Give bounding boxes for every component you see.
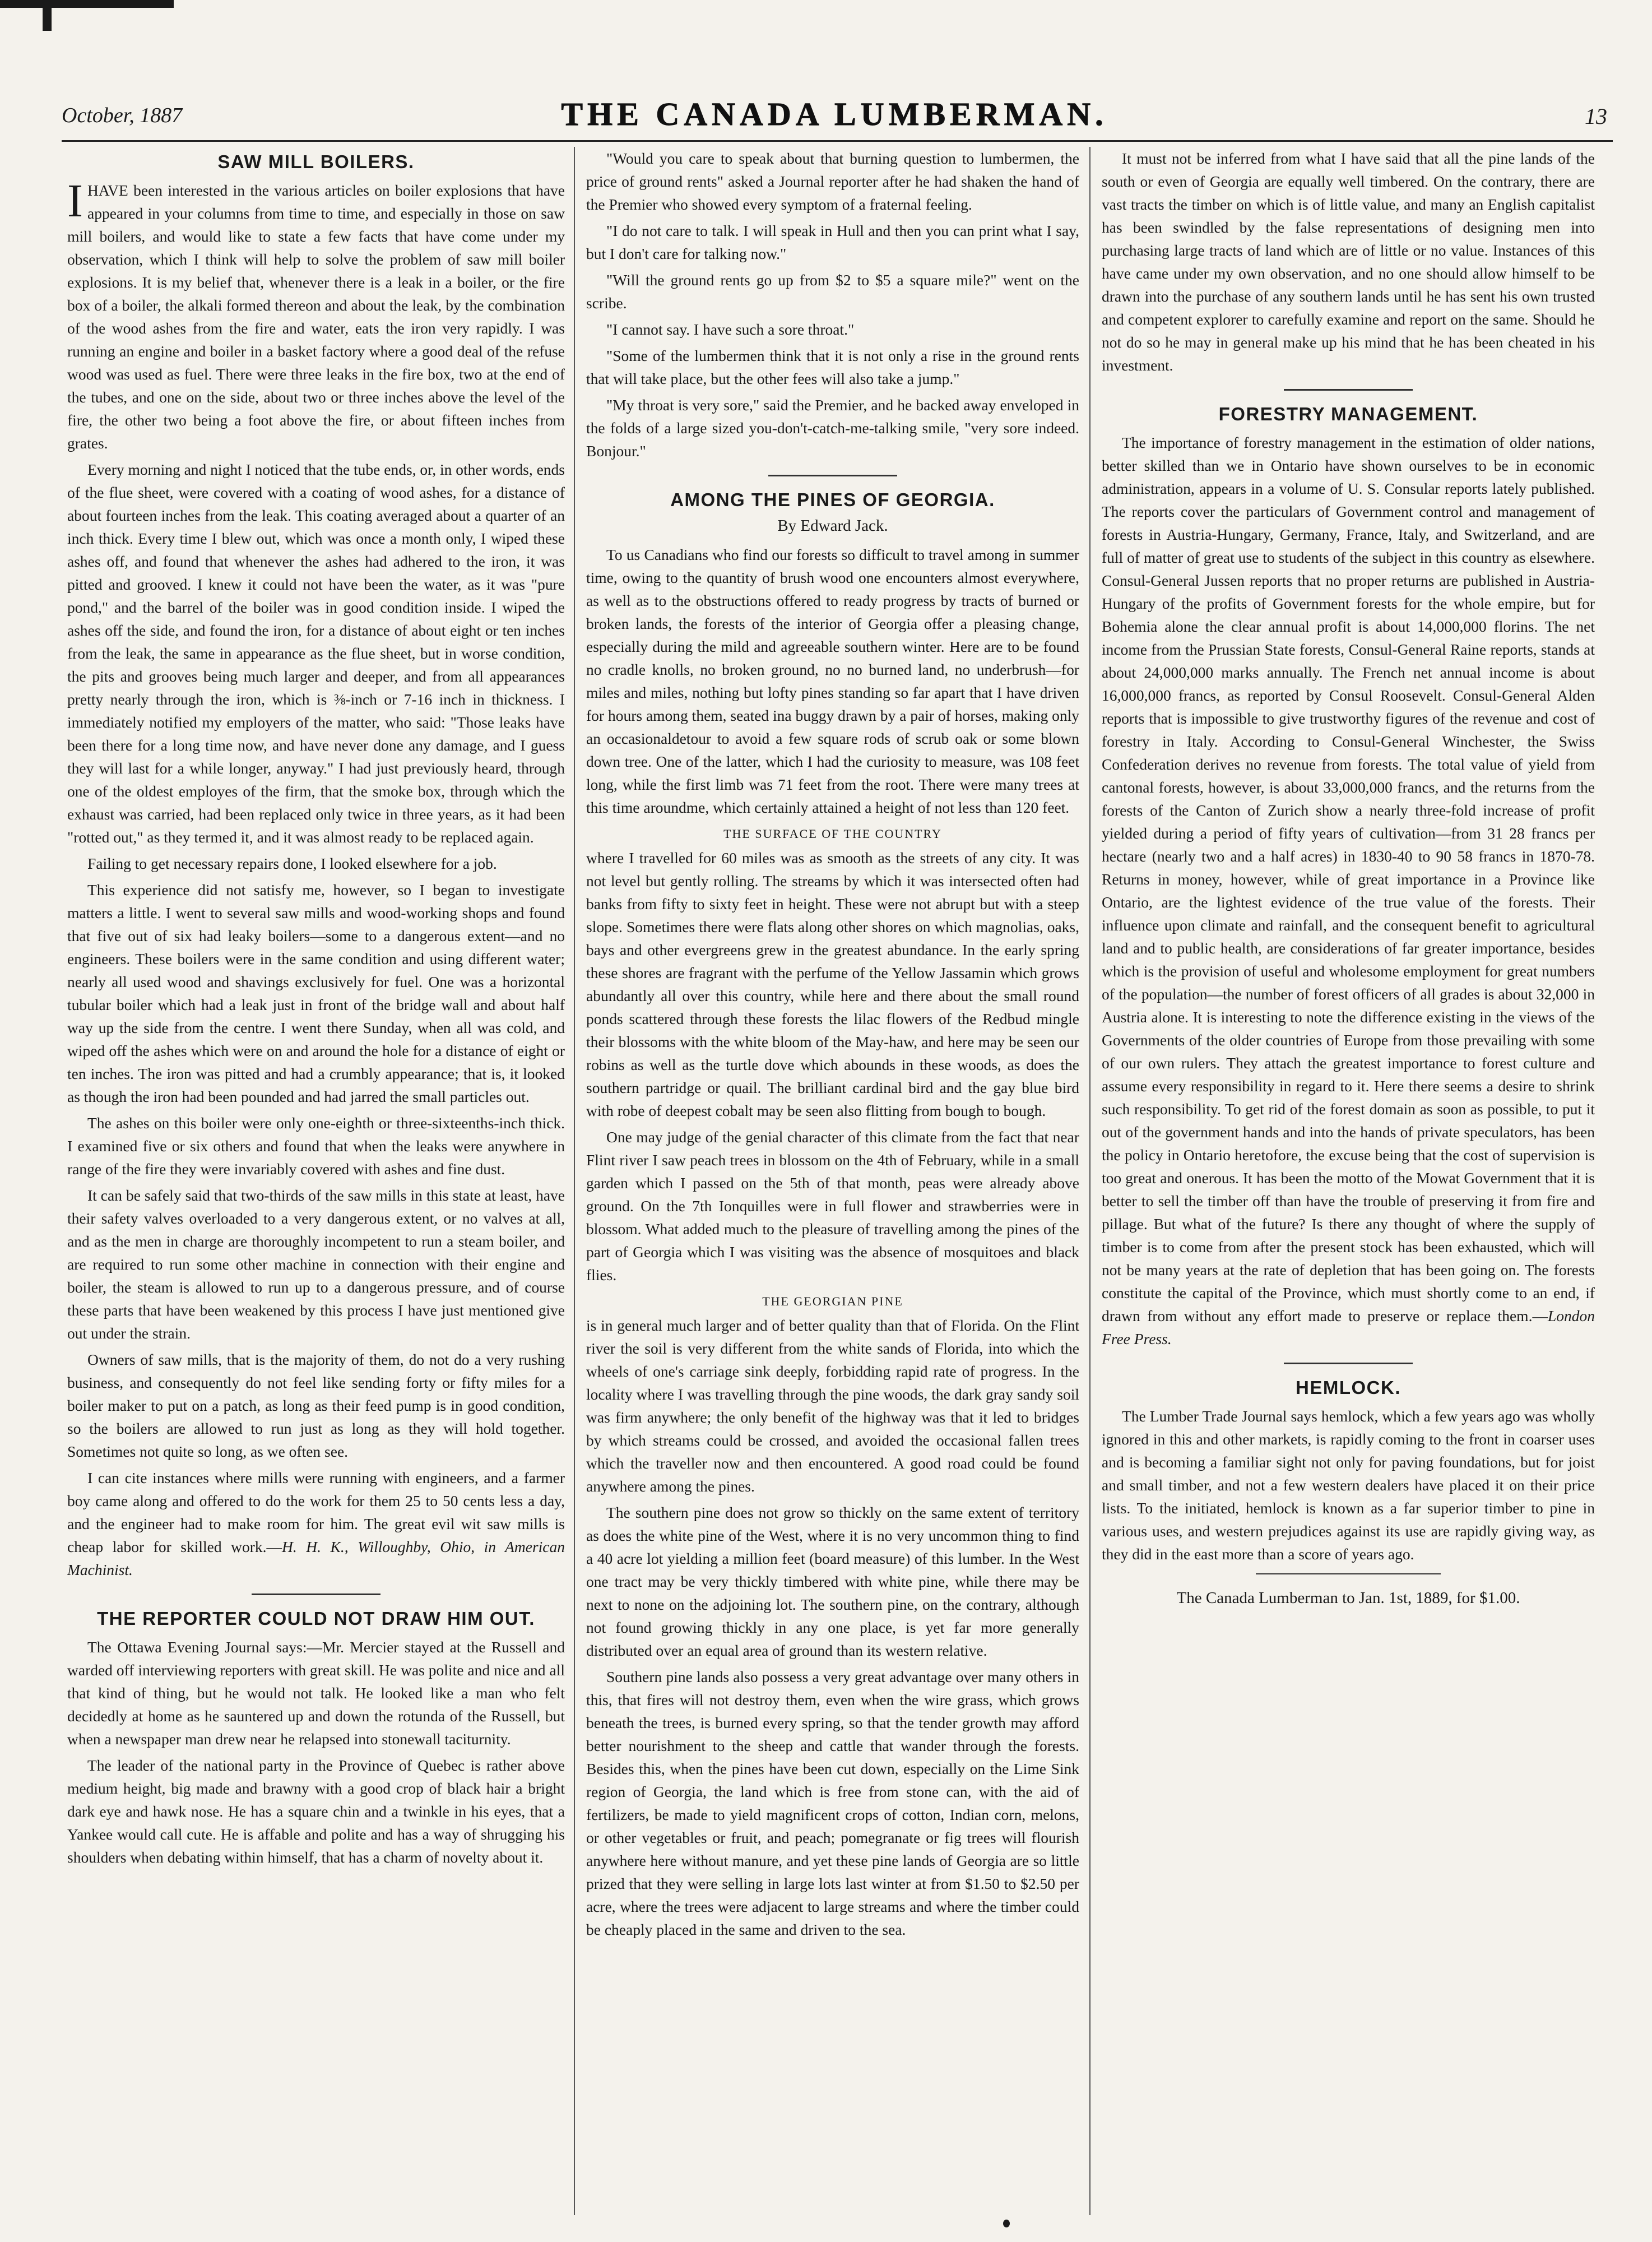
article-separator bbox=[1102, 382, 1595, 397]
article-paragraph: "Would you care to speak about that burning question to lumbermen, the price of ground rents" asked a Journal reporter after he had shaken the hand of the Premier who showed every symptom of a fraternal feeling. bbox=[586, 150, 1079, 213]
article-paragraph: is in general much larger and of better quality than that of Florida. On the Flint river the soil is very different from the white sands of Florida, into which the wheels of one's carriage sink deeply, forbidding rapid rate of progress. In the locality where I was travelling through the pine woods, the dark gray sandy soil was firm anywhere; the only benefit of the highway was that it led to bridges by which streams could be crossed, and avoided the occasional fallen trees which the traveller now and then encountered. A good road could be found anywhere among the pines. bbox=[586, 1317, 1079, 1495]
article-separator bbox=[1102, 1356, 1595, 1370]
newspaper-title: THE CANADA LUMBERMAN. bbox=[561, 96, 1108, 132]
article-paragraph: The ashes on this boiler were only one-eighth or three-sixteenths-inch thick. I examined five or six others and found that when the leaks were anywhere in range of the fire they were invariably covered with ashes and fine dust. bbox=[67, 1114, 565, 1178]
section-subheading: THE SURFACE OF THE COUNTRY bbox=[723, 827, 942, 841]
article-signature: London Free Press. bbox=[1102, 1307, 1595, 1347]
article-paragraph: where I travelled for 60 miles was as smooth as the streets of any city. It was not level but gently rolling. The streams by which it was intersected often had banks from fifty to sixty feet in height. These were not abrupt but with a steep slope. Sometimes there were flats along other shores on which magnolias, oaks, bays and other evergreens grew in the greatest abundance. In the early spring these shores are fragrant with the perfume of the Yellow Jassamin which grows abundantly all over this country, while here and there about the small round ponds scattered through these forests the lilac flowers of the Redbud mingle their blossoms with the white bloom of the May-haw, and here may be seen our robins as well as the turtle dove which abounds in these woods, as does the southern partridge or quail. The brilliant cardinal bird and the gay blue bird with robe of deepest cobalt may be seen also flitting from bough to bough. bbox=[586, 849, 1079, 1119]
header-rule bbox=[62, 140, 1613, 142]
article-paragraph: It must not be inferred from what I have said that all the pine lands of the south or even of Georgia are equally well timbered. On the contrary, there are vast tracts the timber on which is of little value, and many an English capitalist has been swindled by the false representations of designing men into purchasing large tracts of land which are of little or no value. Instances of this have came under my own observation, and no one should allow himself to be drawn into the purchase of any southern lands until he has sent his own trusted and competent explorer to carefully examine and report on the same. Should he not do so he may in general make up his mind that he has been cheated in his investment. bbox=[1102, 150, 1595, 374]
article-paragraph: "Some of the lumbermen think that it is not only a rise in the ground rents that will take place, but the other fees will also take a jump." bbox=[586, 347, 1079, 387]
article-title-pines-of-georgia: AMONG THE PINES OF GEORGIA. bbox=[670, 489, 995, 510]
subscription-notice: The Canada Lumberman to Jan. 1st, 1889, for $1.00. bbox=[1176, 1589, 1520, 1607]
article-separator bbox=[586, 468, 1079, 483]
article-paragraph: The Lumber Trade Journal says hemlock, which a few years ago was wholly ignored in this and other markets, is rapidly coming to the front in coarser uses and is becoming a familiar sight not only for paving foundations, but for joist and small timber, and not a few western dealers have placed it on their price lists. To the initiated, hemlock is known as a far superior timber to pine in various uses, and western prejudices against its use are rapidly giving way, as they did in the east more than a score of years ago. bbox=[1102, 1407, 1595, 1563]
issue-date: October, 1887 bbox=[62, 104, 183, 127]
article-paragraph: Every morning and night I noticed that the tube ends, or, in other words, ends of the flue sheet, were covered with a coating of wood ashes, for a distance of about fourteen inches from the leak. This coating averaged about a quarter of an inch thick. Every time I blew out, which was once a month only, I wiped these ashes off, and found that whenever the ashes had adhered to the iron, it was pitted and grooved. I knew it could not have been the water, as it was "pure pond," and the barrel of the boiler was in good condition inside. I wiped the ashes off the side, and found the iron, for a distance of about eight or ten inches from the leak, the same in appearance as the flue sheet, but in worse condition, the pits and grooves being much larger and deeper, and from all appearances pretty nearly through the iron, which is ⅜-inch or 7-16 inch in thickness. I immediately notified my employers of the matter, who said: "Those leaks have been there for a long time now, and have never done any damage, and I guess they will last for a while longer, anyway." I had just previously heard, through one of the oldest employes of the firm, that the smoke box, through which the exhaust was carried, had been replaced only twice in three years, as it had been "rotted out," as they termed it, and it was almost ready to be replaced again. bbox=[67, 461, 565, 846]
article-paragraph: To us Canadians who find our forests so difficult to travel among in summer time, owing to the quantity of brush wood one encounters almost everywhere, as well as to the obstructions offered to ready progress by tracts of burned or broken lands, the forests of the interior of Georgia offer a pleasing change, especially during the mild and agreeable southern winter. Here are to be found no cradle knolls, no broken ground, no no burned land, no underbrush—for miles and miles, nothing but lofty pines standing so far apart that I have driven for hours among them, seated ina buggy drawn by a pair of horses, making only an occasionaldetour to avoid a few square rods of scrub oak or some blown down tree. One of the latter, which I had the curiosity to measure, was 108 feet long, while the first limb was 71 feet from the root. There were many trees at this time aroundme, which certainly attained a height of not less than 120 feet. bbox=[586, 546, 1079, 816]
article-separator bbox=[67, 1587, 565, 1601]
column-1 bbox=[67, 147, 565, 2209]
article-paragraph: IHAVE been interested in the various articles on boiler explosions that have appeared in your columns from time to time, and especially in those on saw mill boilers, and would like to state a few facts that have come under my observation, which I think will help to solve the problem of saw mill boiler explosions. It is my belief that, whenever there is a leak in a boiler, or the fire box of a boiler, the alkali formed thereon and about the leak, by the combination of the wood ashes from the fire and water, eats the iron very rapidly. I was running an engine and boiler in a basket factory where a good deal of the refuse wood was used as fuel. There were three leaks in the fire box, two at the end of the tubes, and one on the side, about two or three inches above the level of the fire, the other two being a foot above the fire, or about fifteen inches from grates. bbox=[67, 175, 565, 452]
article-title-reporter: THE REPORTER COULD NOT DRAW HIM OUT. bbox=[97, 1608, 535, 1629]
column-divider bbox=[574, 147, 575, 2215]
article-title-forestry-management: FORESTRY MANAGEMENT. bbox=[1218, 404, 1478, 424]
section-subheading: THE GEORGIAN PINE bbox=[762, 1294, 903, 1308]
page-mark bbox=[1003, 2220, 1010, 2227]
article-paragraph: The leader of the national party in the Province of Quebec is rather above medium height, big made and brawny with a good crop of black hair a bright dark eye and hawk nose. He has a square chin and a twinkle in his eyes, that a Yankee would call cute. He is affable and polite and has a way of shrugging his shoulders when debating within himself, that has a charm of novelty about it. bbox=[67, 1757, 565, 1866]
article-paragraph: "I do not care to talk. I will speak in Hull and then you can print what I say, but I don't care for talking now." bbox=[586, 222, 1079, 262]
article-paragraph: Failing to get necessary repairs done, I looked elsewhere for a job. bbox=[87, 855, 497, 872]
article-paragraph: One may judge of the genial character of this climate from the fact that near Flint river I saw peach trees in blossom on the 4th of February, while in a small garden which I passed on the 5th of that month, peas were already above ground. On the 7th Ionquilles were in full flower and strawberries were in blossom. What added much to the pleasure of travelling among the pines of the part of Georgia which I was visiting was the absence of mosquitoes and black flies. bbox=[586, 1128, 1079, 1284]
article-paragraph: "My throat is very sore," said the Premier, and he backed away enveloped in the folds of a large sized you-don't-catch-me-talking smile, "very sore indeed. Bonjour." bbox=[586, 396, 1079, 460]
article-byline: By Edward Jack. bbox=[777, 517, 888, 535]
column-2 bbox=[586, 147, 1079, 2209]
page-number: 13 bbox=[1585, 104, 1607, 129]
article-paragraph: This experience did not satisfy me, however, so I began to investigate matters a little. I went to several saw mills and wood-working shops and found that five out of six had leaky boilers—some to a dangerous extent—and no engineers. These boilers were in the same condition and using different water; nearly all used wood and shavings exclusively for fuel. One was a horizontal tubular boiler which had a leak just in front of the bridge wall and about half way up the side from the centre. I went there Sunday, when all was cold, and wiped off the ashes which were on and around the hole for a distance of eight or ten inches. The iron was pitted and had a crumbly appearance; that is, it looked as though the iron had been pounded and had jarred the small particles out. bbox=[67, 881, 565, 1105]
article-title-saw-mill-boilers: SAW MILL BOILERS. bbox=[217, 151, 415, 172]
article-title-hemlock: HEMLOCK. bbox=[1296, 1377, 1401, 1398]
article-paragraph: The southern pine does not grow so thickly on the same extent of territory as does the white pine of the West, where it is no very uncommon thing to find a 40 acre lot yielding a million feet (board measure) of this lumber. In the West one tract may be very thickly timbered with white pine, while there may be next to none on the adjoining lot. The southern pine, on the contrary, although not found growing thickly in any one place, is yet far more generally distributed over an equal area of ground than its western relative. bbox=[586, 1504, 1079, 1659]
column-3 bbox=[1102, 147, 1595, 2209]
drop-cap: I bbox=[67, 175, 83, 227]
masthead-rule bbox=[0, 0, 174, 8]
article-paragraph: The importance of forestry management in the estimation of older nations, better skilled than we in Ontario have shown ourselves to be in economic administration, appears in a volume of U. S. Consular reports lately published. The reports cover the particulars of Government control and management of forests in Austria-Hungary, Germany, France, Italy, and Switzerland, and are full of matter of great use to students of the subject in this country as elsewhere. Consul-General Jussen reports that no proper returns are published in Austria-Hungary of the profits of Government forests for the whole empire, but for Bohemia alone the clear annual profit is about 14,000,000 florins. The net income from the Prussian State forests, Consul-General Raine reports, stands at about 24,000,000 marks annually. The French net annual income is about 16,000,000 francs, as reported by Consul Roosevelt. Consul-General Alden reports that is impossible to give trustworthy figures of the revenue and cost of forestry in Italy. According to Consul-General Winchester, the Swiss Confederation derives no revenue from forests. The total value of yield from cantonal forests, however, is about 33,000,000 francs, and the returns from the forests of the Canton of Zurich show a nearly three-fold increase of profit yielded during a period of fifty years of cultivation—from 31 28 francs per hectare (nearly two and a half acres) in 1830-40 to 90 58 francs in 1870-78. Returns in money, however, while of great importance in a Province like Ontario, are the lightest evidence of the true value of the forests. Their influence upon climate and rainfall, and the consequent benefit to agricultural land and to public health, are considerations of far greater importance, besides which is the provision of useful and wholesome employment for great numbers of the population—the number of forest officers of all grades is about 32,000 in Austria alone. It is interesting to note the difference existing in the views of the Governments of the older countries of Europe from those prevailing with some of our own rulers. They attach the greatest importance to forest culture and assume every responsibility in regard to it. Here there seems a desire to shrink such responsibility. To get rid of the forest domain as soon as possible, to put it out of the government hands and into the hands of private speculators, has been the policy in Ontario heretofore, the excuse being that the cost of supervision is too great and onerous. It has been the motto of the Mowat Government that it is better to sell the timber off than have the trouble of preserving it from fire and pillage. But what of the future? Is there any thought of where the supply of timber is to come from after the present stock has been exhausted, which will not be many years at the rate of depletion that has been going on. The forests constitute the capital of the Province, which must shortly come to an end, if drawn from without any effort made to preserve or replace them.—London Free Press. bbox=[1102, 434, 1595, 1347]
article-paragraph: "I cannot say. I have such a sore throat." bbox=[606, 321, 855, 338]
article-paragraph: I can cite instances where mills were running with engineers, and a farmer boy came along and offered to do the work for them 25 to 50 cents less a day, and the engineer had to make room for him. The great evil wit saw mills is cheap labor for skilled work.—H. H. K., Willoughby, Ohio, in American Machinist. bbox=[67, 1469, 565, 1578]
column-divider bbox=[1089, 147, 1090, 2215]
article-paragraph: Owners of saw mills, that is the majority of them, do not do a very rushing business, and consequently do not feel like sending forty or fifty miles for a boiler maker to put on a patch, as long as their feed pump is in good condition, so the boilers are allowed to run just as long as they will hold together. Sometimes not quite so long, as we often see. bbox=[67, 1351, 565, 1460]
notice-rule bbox=[1256, 1573, 1441, 1574]
article-paragraph: "Will the ground rents go up from $2 to $5 a square mile?" went on the scribe. bbox=[586, 271, 1079, 312]
page-header bbox=[62, 95, 1607, 140]
article-paragraph: The Ottawa Evening Journal says:—Mr. Mercier stayed at the Russell and warded off interviewing reporters with great skill. He was polite and nice and all that kind of thing, but he would not talk. He looked like a man who felt decidedly at home as he sauntered up and down the rotunda of the Russell, but when a newspaper man drew near he relapsed into stonewall taciturnity. bbox=[67, 1638, 565, 1748]
article-paragraph: It can be safely said that two-thirds of the saw mills in this state at least, have their safety valves overloaded to a very dangerous extent, or no valves at all, and as the men in charge are thoroughly incompetent to run a steam boiler, and are required to run some other machine in connection with their engine and boiler, the steam is allowed to run up to a dangerous pressure, and of course these parts that have been weakened by this process I have just mentioned give out under the strain. bbox=[67, 1187, 565, 1342]
article-signature: H. H. K., Willoughby, Ohio, in American Machinist. bbox=[67, 1538, 565, 1578]
masthead-mark bbox=[43, 0, 52, 31]
article-paragraph: Southern pine lands also possess a very great advantage over many others in this, that fires will not destroy them, even when the wire grass, which grows beneath the trees, is burned every spring, so that the tender growth may afford better nourishment to the sheep and cattle that wander through the forests. Besides this, when the pines have been cut down, especially on the Lime Sink region of Georgia, the land which is free from stone can, with the aid of fertilizers, be made to yield magnificent crops of cotton, Indian corn, melons, or other vegetables or fruit, and peach; pomegranate or fig trees will flourish anywhere here without manure, and yet these pine lands of Georgia are so little prized that they were selling in large lots last winter at from $1.50 to $2.50 per acre, where the trees were adjacent to large streams and where the timber could be cheaply placed in the same and driven to the sea. bbox=[586, 1668, 1079, 1938]
